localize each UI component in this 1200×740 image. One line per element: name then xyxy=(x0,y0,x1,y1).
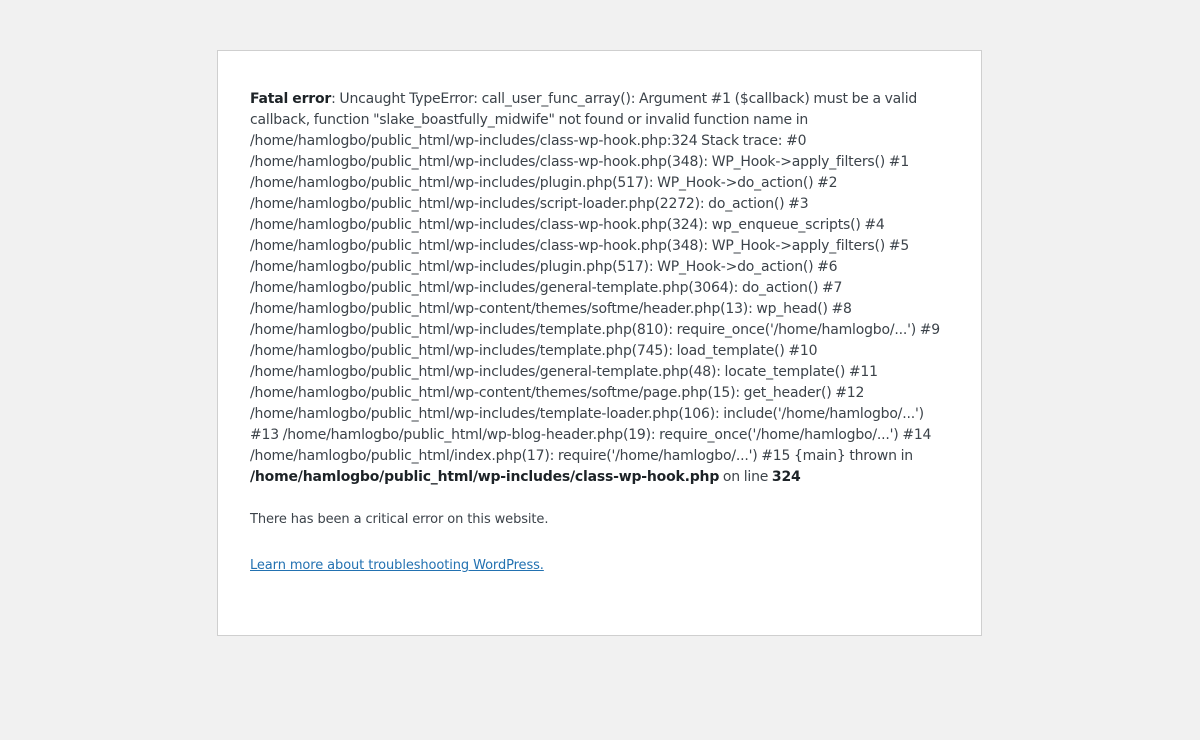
fatal-error-label: Fatal error xyxy=(250,91,332,107)
error-file-path: /home/hamlogbo/public_html/wp-includes/class-wp-hook.php xyxy=(250,469,720,485)
error-message-box xyxy=(217,50,982,636)
fatal-error-text xyxy=(250,89,949,488)
on-line-text: on line xyxy=(719,469,772,485)
error-line-number: 324 xyxy=(771,469,801,485)
critical-error-message: There has been a critical error on this website. xyxy=(250,512,549,527)
troubleshooting-link[interactable]: Learn more about troubleshooting WordPress. xyxy=(250,558,544,573)
error-details: : Uncaught TypeError: call_user_func_array(): Argument #1 ($callback) must be a valid callback, function "slake_boastfully_midwife" not found or invalid function name in /home/hamlogbo/public_html/wp-includes/class-wp-hook.php:324 Stack trace: #0 /home/hamlogbo/public_html/wp-includes/class-wp-hook.php(348): WP_Hook->apply_filters() #1 /home/hamlogbo/public_html/wp-includes/plugin.php(517): WP_Hook->do_action() #2 /home/hamlogbo/public_html/wp-includes/script-loader.php(2272): do_action() #3 /home/hamlogbo/public_html/wp-includes/class-wp-hook.php(324): wp_enqueue_scripts() #4 /home/hamlogbo/public_html/wp-includes/class-wp-hook.php(348): WP_Hook->apply_filters() #5 /home/hamlogbo/public_html/wp-includes/plugin.php(517): WP_Hook->do_action() #6 /home/hamlogbo/public_html/wp-includes/general-template.php(3064): do_action() #7 /home/hamlogbo/public_html/wp-content/themes/softme/header.php(13): wp_head() #8 /home/hamlogbo/public_html/wp-includes/template.php(810): require_once('/home/hamlogbo/...') #9 /home/hamlogbo/public_html/wp-includes/template.php(745): load_template() #10 /home/hamlogbo/public_html/wp-includes/general-template.php(48): locate_template() #11 /home/hamlogbo/public_html/wp-content/themes/softme/page.php(15): get_header() #12 /home/hamlogbo/public_html/wp-includes/template-loader.php(106): include('/home/hamlogbo/...') #13 /home/hamlogbo/public_html/wp-blog-header.php(19): require_once('/home/hamlogbo/...') #14 /home/hamlogbo/public_html/index.php(17): require('/home/hamlogbo/...') #15 {main} thrown in xyxy=(250,91,940,464)
